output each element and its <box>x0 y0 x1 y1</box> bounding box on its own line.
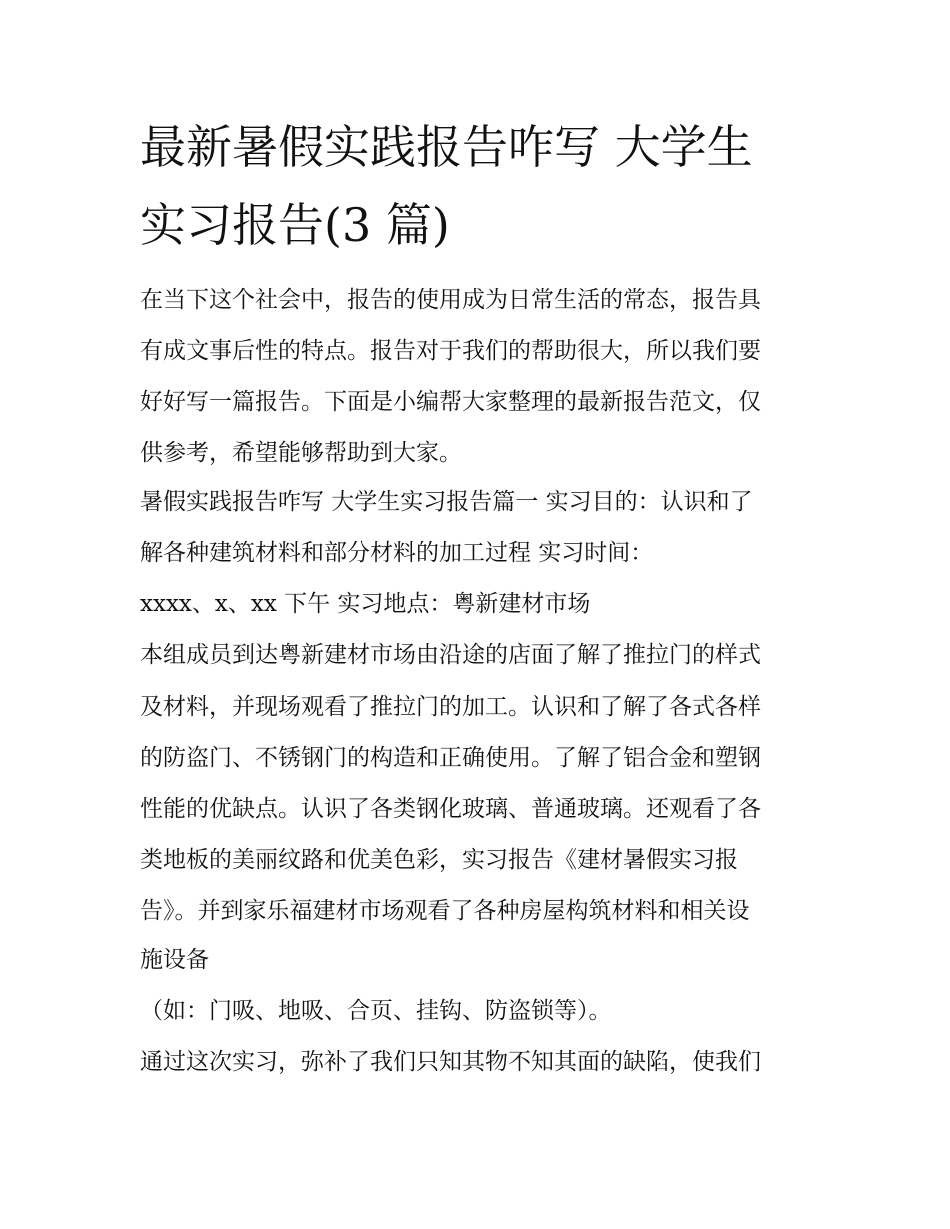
body-line: 类地板的美丽纹路和优美色彩，实习报告《建材暑假实习报 <box>140 847 738 873</box>
intro-line: 好好写一篇报告。下面是小编帮大家整理的最新报告范文，仅 <box>140 389 761 415</box>
title-line-2: 实习报告(3 篇) <box>140 198 450 252</box>
section-line: xxxx、x、xx 下午 实习地点：粤新建材市场 <box>140 591 591 617</box>
body-line: 通过这次实习，弥补了我们只知其物不知其面的缺陷，使我们 <box>140 1049 761 1075</box>
body-line: 本组成员到达粤新建材市场由沿途的店面了解了推拉门的样式 <box>140 642 761 668</box>
body-line: 施设备 <box>140 947 209 973</box>
body-line: 性能的优缺点。认识了各类钢化玻璃、普通玻璃。还观看了各 <box>140 796 761 822</box>
section-line: 解各种建筑材料和部分材料的加工过程 实习时间： <box>140 540 654 566</box>
body-line: 告》。并到家乐福建材市场观看了各种房屋构筑材料和相关设 <box>140 898 750 924</box>
intro-line: 供参考，希望能够帮助到大家。 <box>140 440 462 466</box>
body-line: 及材料，并现场观看了推拉门的加工。认识和了解了各式各样 <box>140 694 761 720</box>
body-line: （如：门吸、地吸、合页、挂钩、防盗锁等）。 <box>140 998 612 1024</box>
title-line-1: 最新暑假实践报告咋写 大学生 <box>140 120 753 174</box>
body-line: 的防盗门、不锈钢门的构造和正确使用。了解了铝合金和塑钢 <box>140 745 761 771</box>
intro-line: 在当下这个社会中，报告的使用成为日常生活的常态，报告具 <box>140 287 761 313</box>
page-title <box>140 108 830 264</box>
section-line: 暑假实践报告咋写 大学生实习报告篇一 实习目的：认识和了 <box>140 489 753 515</box>
intro-line: 有成文事后性的特点。报告对于我们的帮助很大，所以我们要 <box>140 338 761 364</box>
